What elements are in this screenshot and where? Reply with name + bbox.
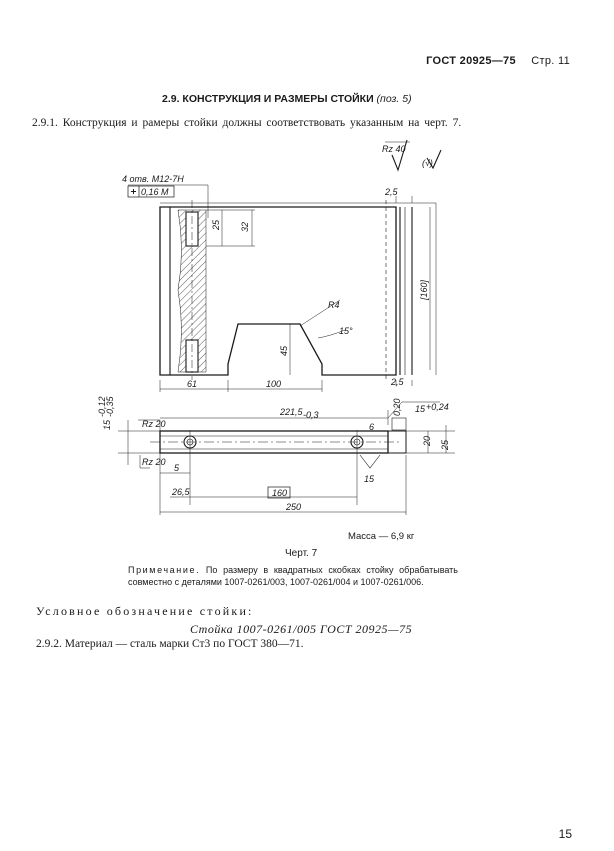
top-view	[118, 402, 455, 515]
dim-45: 45	[279, 345, 289, 356]
note-text: По размеру в квадратных скобках стойку обрабатывать совместно с деталями 1007-0261/003, 1007-0261/004 и 1007-0261/006.	[128, 565, 458, 587]
designation-label: Условное обозначение стойки:	[36, 604, 254, 618]
paragraph-2-9-2: 2.9.2. Материал — сталь марки Ст3 по ГОСТ 380—71.	[36, 638, 304, 650]
dim-15-left-tol-b: -0,35	[105, 396, 115, 417]
dim-15-mark: 15	[364, 474, 375, 484]
dim-rz40: Rz 40	[382, 144, 406, 154]
dim-15-right-tol: +0,24	[426, 402, 449, 412]
dim-roughness-other: (√)	[422, 158, 433, 168]
dim-32: 32	[240, 221, 250, 232]
dim-221-5: 221,5	[280, 407, 303, 417]
dim-2-5-top: 2,5	[385, 187, 398, 197]
dim-position-tol: 0,16 М	[141, 187, 169, 197]
dim-100: 100	[266, 379, 282, 389]
section-title-ref: (поз. 5)	[376, 93, 412, 105]
dim-25-side: 25	[440, 439, 450, 450]
dim-6: 6	[369, 422, 375, 432]
section-title-text: 2.9. КОНСТРУКЦИЯ И РАЗМЕРЫ СТОЙКИ	[162, 93, 374, 105]
page-folio: 15	[558, 827, 572, 841]
dim-61: 61	[187, 379, 198, 389]
figure-caption: Черт. 7	[285, 548, 318, 559]
header-standard: ГОСТ 20925—75	[426, 55, 516, 67]
dim-thread: 4 отв. М12-7Н	[122, 174, 184, 184]
dim-angle: 15°	[339, 326, 353, 336]
front-view	[128, 185, 436, 392]
dim-25: 25	[211, 219, 221, 230]
dim-160-side: [160]	[419, 279, 429, 300]
paragraph-2-9-1: 2.9.1. Конструкция и рамеры стойки должны соответствовать указанным на черт. 7.	[32, 117, 462, 129]
dim-0-20: 0,20	[392, 398, 402, 416]
dim-2-5-bottom: 2,5	[391, 377, 404, 387]
dim-250: 250	[286, 502, 302, 512]
mass-label: Масса — 6,9 кг	[348, 531, 415, 542]
note-block	[128, 564, 458, 588]
designation: Стойка 1007-0261/005 ГОСТ 20925—75	[190, 622, 413, 636]
dim-5: 5	[174, 463, 180, 473]
note-label: Примечание.	[128, 565, 201, 575]
dim-rz20-b: Rz 20	[142, 457, 166, 467]
dim-160: 160	[272, 488, 288, 498]
header-page-number: Стр. 11	[531, 55, 570, 67]
dim-15-right: 15	[415, 404, 426, 414]
dim-15-left: 15	[102, 419, 112, 430]
dim-15-left-tol-a: -0,12	[97, 396, 107, 417]
dim-26-5: 26,5	[172, 487, 190, 497]
dim-20: 20	[422, 435, 432, 446]
dim-r4: R4	[328, 300, 340, 310]
dim-221-5-tol: -0,3	[303, 410, 319, 420]
dim-rz20-a: Rz 20	[142, 419, 166, 429]
